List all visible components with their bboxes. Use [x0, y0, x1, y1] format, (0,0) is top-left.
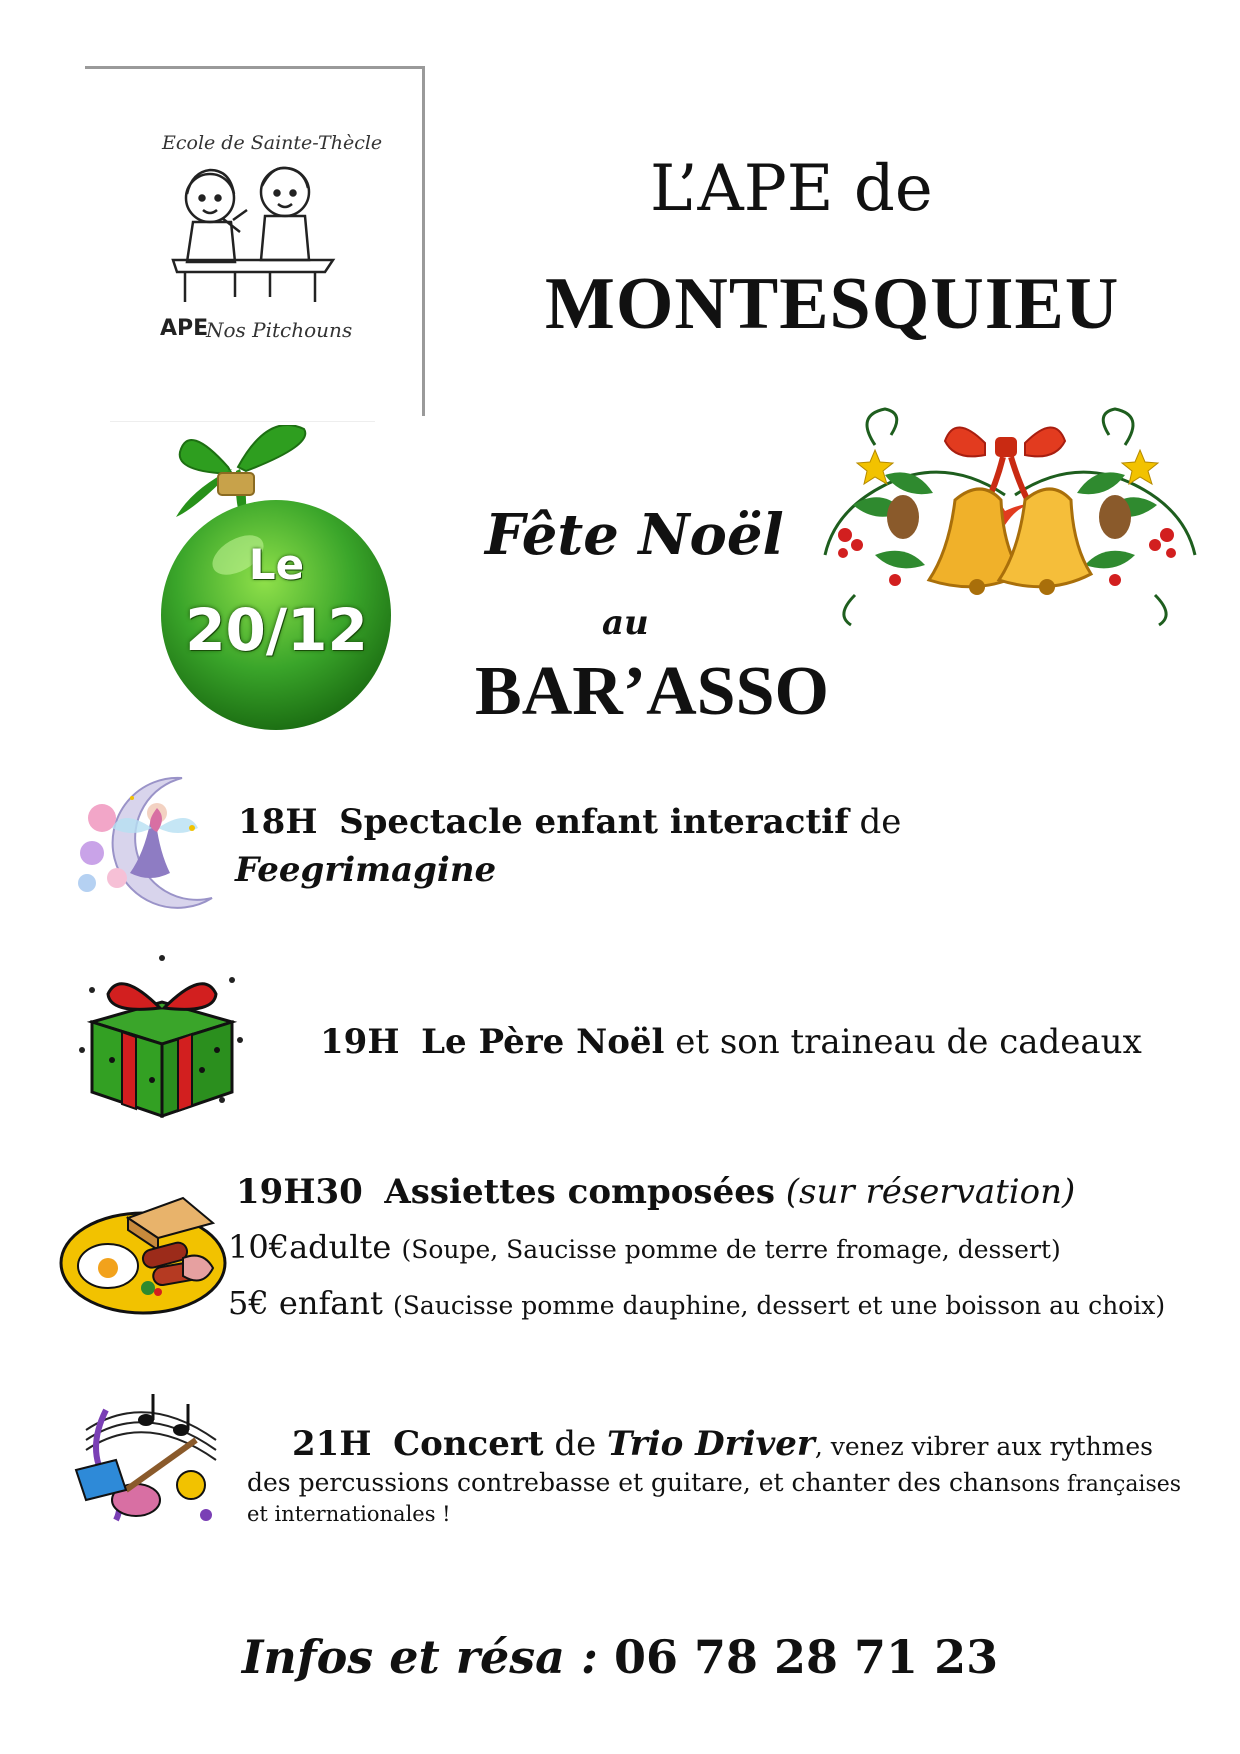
program-19h30-line: [236, 1172, 1075, 1212]
program-19h-rest: et son traineau de cadeaux: [675, 1022, 1142, 1062]
program-21h-rest-2a: des percussions contrebasse et guitare, et chanter des chan: [247, 1468, 1011, 1497]
program-18h-line: [238, 802, 901, 842]
program-18h-joiner: de: [859, 802, 902, 842]
logo-school-name: Ecole de Sainte-Thècle: [162, 132, 383, 154]
program-21h-description-line-2: [247, 1468, 1181, 1497]
price-adult-label: 10€adulte: [228, 1228, 392, 1266]
program-18h-title: Spectacle enfant interactif: [339, 802, 849, 842]
price-adult-line: [228, 1228, 1061, 1266]
logo-frame-right-border: [422, 66, 425, 416]
program-19h-title: Le Père Noël: [421, 1022, 665, 1062]
program-21h-time: 21H: [292, 1424, 372, 1464]
event-venue: BAR’ASSO: [475, 653, 829, 730]
logo-ape-label: APE: [160, 316, 209, 341]
program-21h-rest-2b: sons françaises: [1010, 1472, 1182, 1497]
price-child-line: [228, 1284, 1165, 1322]
program-19h-line: [320, 1022, 1142, 1062]
event-date: 20/12: [185, 596, 368, 664]
contact-phone: 06 78 28 71 23: [613, 1630, 999, 1684]
gift-icon: [72, 950, 252, 1130]
fairy-moon-icon: [62, 758, 232, 928]
header-line-1: L’APE de: [650, 152, 933, 226]
program-18h-performer: Feegrimagine: [235, 850, 497, 890]
program-19h30-note: (sur réservation): [785, 1172, 1076, 1212]
logo-frame-top-border: [85, 66, 425, 69]
event-title: Fête Noël: [485, 502, 784, 568]
music-notes-icon: [66, 1390, 226, 1530]
logo-nos-pitchouns-label: Nos Pitchouns: [206, 318, 353, 342]
program-21h-rest-1: , venez vibrer aux rythmes: [814, 1432, 1154, 1461]
program-21h-title: Concert: [393, 1424, 544, 1464]
christmas-bells-icon: [815, 405, 1205, 635]
program-21h-performer: Trio Driver: [607, 1424, 815, 1464]
event-connector: au: [602, 603, 649, 643]
header-line-2: MONTESQUIEU: [545, 263, 1120, 345]
price-adult-detail: (Soupe, Saucisse pomme de terre fromage, dessert): [401, 1235, 1061, 1264]
program-19h30-time: 19H30: [236, 1172, 363, 1212]
price-child-detail: (Saucisse pomme dauphine, dessert et une boisson au choix): [393, 1291, 1166, 1320]
contact-label: Infos et résa :: [241, 1630, 598, 1684]
program-19h-time: 19H: [320, 1022, 400, 1062]
program-18h-time: 18H: [238, 802, 318, 842]
date-prefix: Le: [248, 540, 305, 589]
contact-footer: [0, 1630, 1240, 1684]
program-19h30-title: Assiettes composées: [384, 1172, 775, 1212]
program-21h-joiner: de: [554, 1424, 597, 1464]
children-at-desk-icon: [165, 160, 345, 310]
program-21h-rest-3: et internationales !: [247, 1502, 451, 1526]
meal-plate-icon: [58, 1188, 228, 1318]
logo-frame-bottom-border: [110, 421, 375, 422]
program-21h-line: [292, 1424, 1153, 1464]
price-child-label: 5€ enfant: [228, 1284, 383, 1322]
